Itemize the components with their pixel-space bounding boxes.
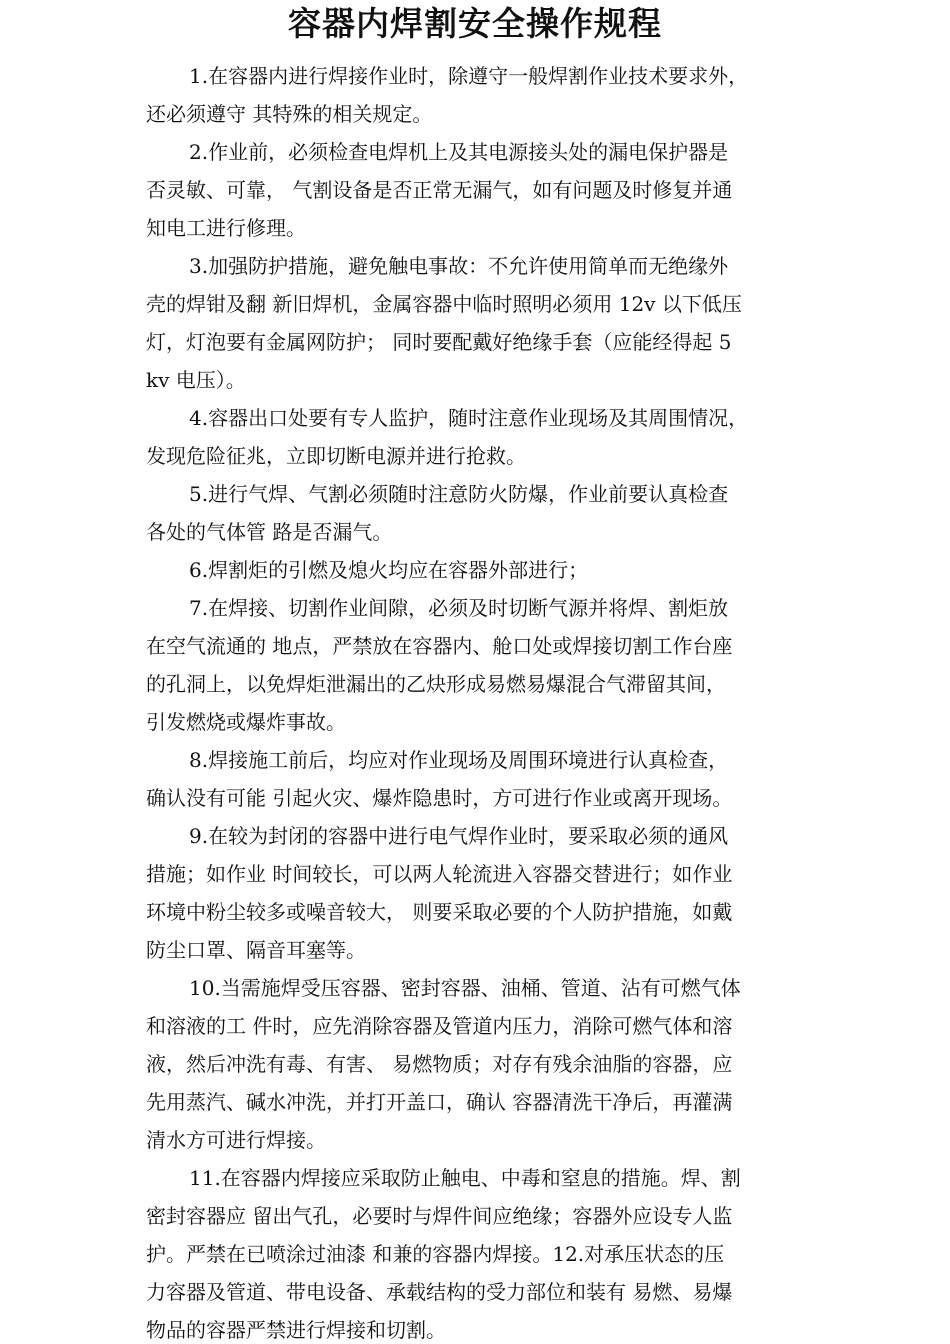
text-line: 2.作业前，必须检查电焊机上及其电源接头处的漏电保护器是 bbox=[189, 140, 729, 164]
text-line: 密封容器应 留出气孔，必要时与焊件间应绝缘；容器外应设专人监 bbox=[146, 1204, 733, 1228]
text-line: 清水方可进行焊接。 bbox=[146, 1128, 326, 1152]
text-line: 7.在焊接、切割作业间隙，必须及时切断气源并将焊、割炬放 bbox=[189, 596, 729, 620]
text-line: 和溶液的工 件时，应先消除容器及管道内压力，消除可燃气体和溶 bbox=[146, 1014, 733, 1038]
text-line: 物品的容器严禁进行焊接和切割。 bbox=[146, 1318, 446, 1342]
text-line: 防尘口罩、隔音耳塞等。 bbox=[146, 938, 366, 962]
text-line: 力容器及管道、带电设备、承载结构的受力部位和装有 易燃、易爆 bbox=[146, 1280, 733, 1304]
text-line: 6.焊割炬的引燃及熄火均应在容器外部进行； bbox=[189, 558, 589, 582]
text-line: 4.容器出口处要有专人监护，随时注意作业现场及其周围情况， bbox=[189, 406, 749, 430]
text-line: 的孔洞上，以免焊炬泄漏出的乙炔形成易燃易爆混合气滞留其间， bbox=[146, 672, 726, 696]
document-title: 容器内焊割安全操作规程 bbox=[288, 4, 662, 43]
document-body bbox=[146, 57, 818, 1344]
text-line: 还必须遵守 其特殊的相关规定。 bbox=[146, 102, 433, 126]
text-line: 11.在容器内焊接应采取防止触电、中毒和窒息的措施。焊、割 bbox=[189, 1166, 741, 1190]
text-line: 否灵敏、可靠， 气割设备是否正常无漏气，如有问题及时修复并通 bbox=[146, 178, 733, 202]
text-line: 环境中粉尘较多或噪音较大， 则要采取必要的个人防护措施，如戴 bbox=[146, 900, 733, 924]
text-line: 1.在容器内进行焊接作业时，除遵守一般焊割作业技术要求外， bbox=[189, 64, 749, 88]
text-line: 5.进行气焊、气割必须随时注意防火防爆，作业前要认真检查 bbox=[189, 482, 729, 506]
text-line: 知电工进行修理。 bbox=[146, 216, 306, 240]
text-line: 护。严禁在已喷涂过油漆 和兼的容器内焊接。12.对承压状态的压 bbox=[146, 1242, 725, 1266]
text-line: 发现危险征兆，立即切断电源并进行抢救。 bbox=[146, 444, 526, 468]
text-line: 确认没有可能 引起火灾、爆炸隐患时，方可进行作业或离开现场。 bbox=[146, 786, 733, 810]
text-line: 10.当需施焊受压容器、密封容器、油桶、管道、沾有可燃气体 bbox=[189, 976, 741, 1000]
text-line: 各处的气体管 路是否漏气。 bbox=[146, 520, 393, 544]
text-line: 壳的焊钳及翻 新旧焊机，金属容器中临时照明必须用 12v 以下低压 bbox=[146, 292, 742, 316]
text-line: kv 电压）。 bbox=[146, 368, 246, 392]
text-line: 3.加强防护措施，避免触电事故：不允许使用简单而无绝缘外 bbox=[189, 254, 729, 278]
text-line: 灯，灯泡要有金属网防护； 同时要配戴好绝缘手套（应能经得起 5 bbox=[146, 330, 732, 354]
text-line: 措施；如作业 时间较长，可以两人轮流进入容器交替进行；如作业 bbox=[146, 862, 733, 886]
text-line: 液，然后冲洗有毒、有害、 易燃物质；对存有残余油脂的容器，应 bbox=[146, 1052, 733, 1076]
text-line: 先用蒸汽、碱水冲洗，并打开盖口，确认 容器清洗干净后，再灌满 bbox=[146, 1090, 733, 1114]
text-line: 8.焊接施工前后，均应对作业现场及周围环境进行认真检查， bbox=[189, 748, 729, 772]
text-line: 在空气流通的 地点，严禁放在容器内、舱口处或焊接切割工作台座 bbox=[146, 634, 733, 658]
text-line: 9.在较为封闭的容器中进行电气焊作业时，要采取必须的通风 bbox=[189, 824, 729, 848]
text-line: 引发燃烧或爆炸事故。 bbox=[146, 710, 346, 734]
